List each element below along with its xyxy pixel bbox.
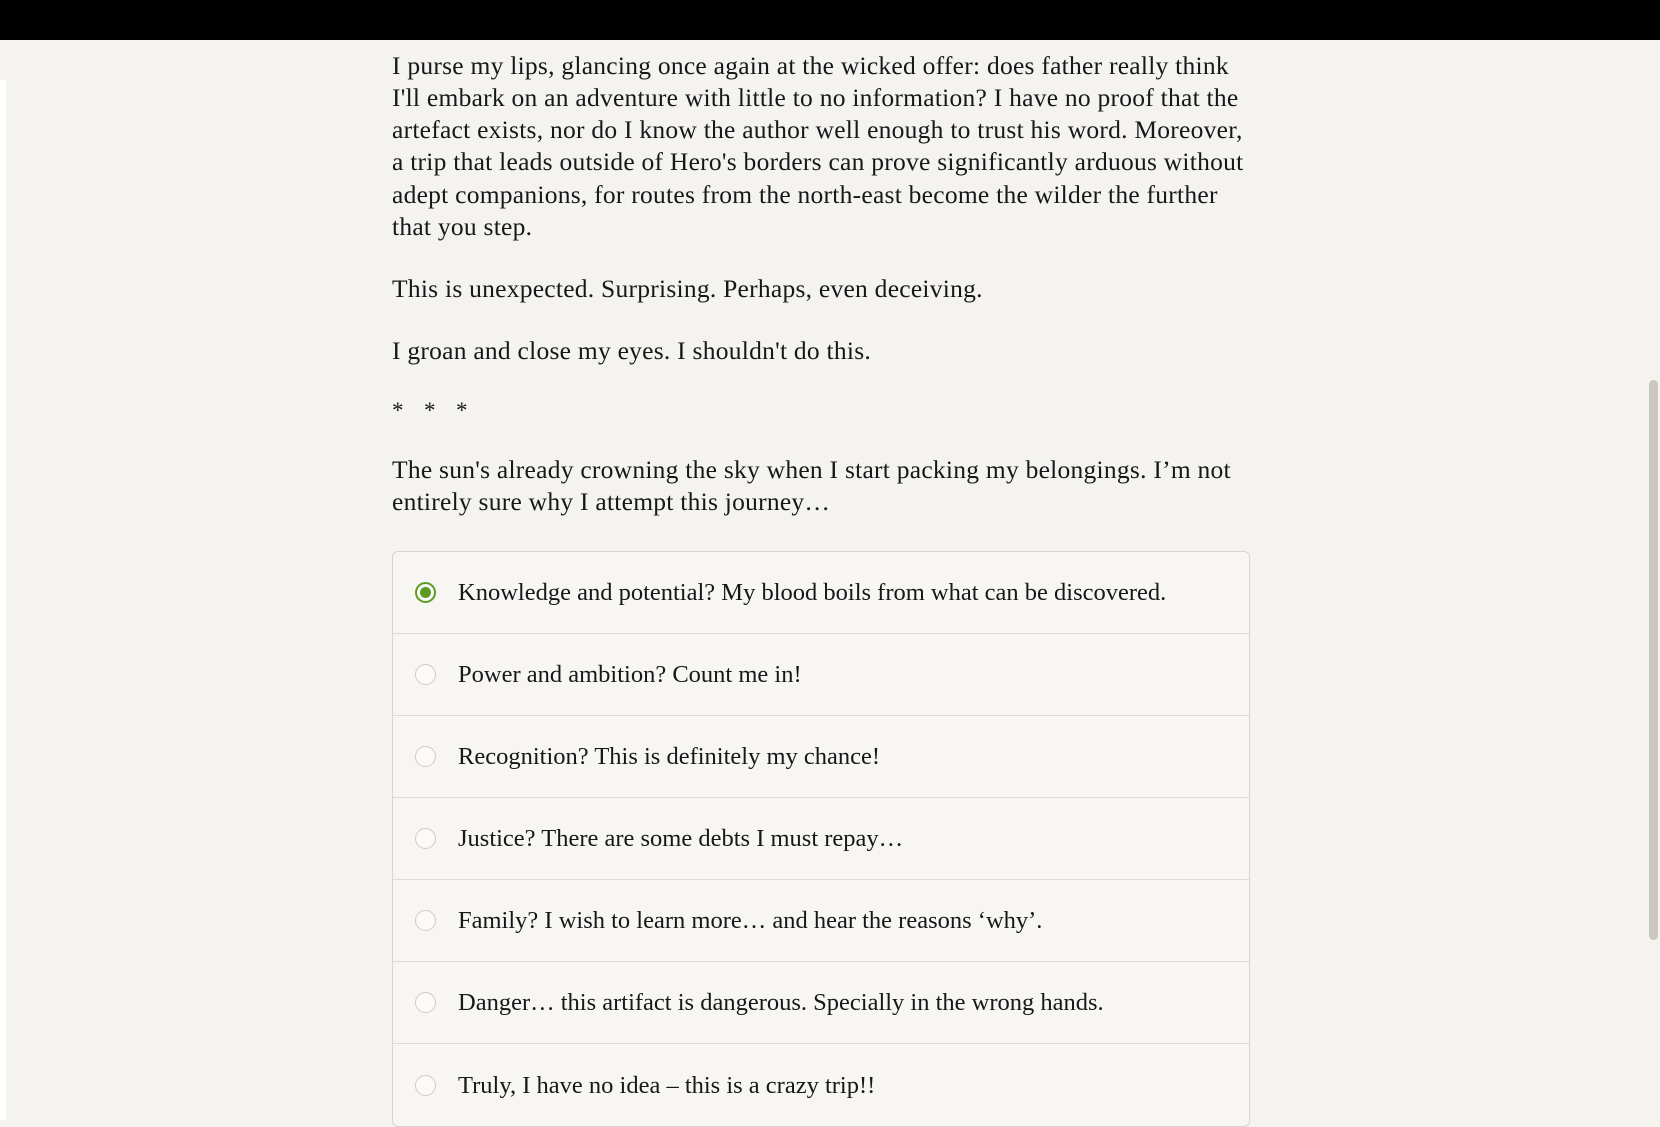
radio-icon[interactable] xyxy=(415,582,436,603)
story-paragraph: I groan and close my eyes. I shouldn't do this. xyxy=(392,335,872,365)
choice-option[interactable] xyxy=(393,634,1249,716)
radio-icon[interactable] xyxy=(415,828,436,849)
scrollbar-thumb[interactable] xyxy=(1649,380,1658,940)
choice-label: Truly, I have no idea – this is a crazy trip!! xyxy=(458,1071,876,1099)
radio-icon[interactable] xyxy=(415,1075,436,1096)
scene-divider: * * * xyxy=(392,398,475,423)
choice-list xyxy=(392,551,1250,1127)
choice-option[interactable] xyxy=(393,716,1249,798)
choice-label: Recognition? This is definitely my chance! xyxy=(458,743,881,771)
radio-icon[interactable] xyxy=(415,664,436,685)
story-content xyxy=(392,50,1252,1127)
choice-label: Knowledge and potential? My blood boils from what can be discovered. xyxy=(458,579,1167,607)
page-left-margin xyxy=(0,80,6,1120)
choice-label: Family? I wish to learn more… and hear the reasons ‘why’. xyxy=(458,907,1043,935)
choice-label: Power and ambition? Count me in! xyxy=(458,661,802,689)
choice-option[interactable] xyxy=(393,552,1249,634)
choice-option[interactable] xyxy=(393,962,1249,1044)
story-paragraph: I purse my lips, glancing once again at the wicked offer: does father really think I'll embark on an adventure with little to no information? I have no proof that the artefact exists, nor do I know the author well enough to trust his word. Moreover, a trip that leads outside of Hero's borders can prove significantly arduous without adept companions, for routes from the north-east become the wilder the further that you step. xyxy=(392,51,1244,241)
choice-option[interactable] xyxy=(393,880,1249,962)
page-scrollbar[interactable] xyxy=(1646,80,1660,1120)
radio-icon[interactable] xyxy=(415,746,436,767)
choice-option[interactable] xyxy=(393,798,1249,880)
radio-icon[interactable] xyxy=(415,910,436,931)
choice-label: Justice? There are some debts I must repay… xyxy=(458,825,904,853)
story-paragraph: This is unexpected. Surprising. Perhaps, even deceiving. xyxy=(392,273,983,303)
radio-icon[interactable] xyxy=(415,992,436,1013)
story-paragraph: The sun's already crowning the sky when I start packing my belongings. I’m not entirely sure why I attempt this journey… xyxy=(392,454,1231,517)
choice-option[interactable] xyxy=(393,1044,1249,1126)
choice-label: Danger… this artifact is dangerous. Specially in the wrong hands. xyxy=(458,989,1104,1017)
page-content-area xyxy=(0,40,1660,1099)
browser-chrome-bar xyxy=(0,0,1660,40)
